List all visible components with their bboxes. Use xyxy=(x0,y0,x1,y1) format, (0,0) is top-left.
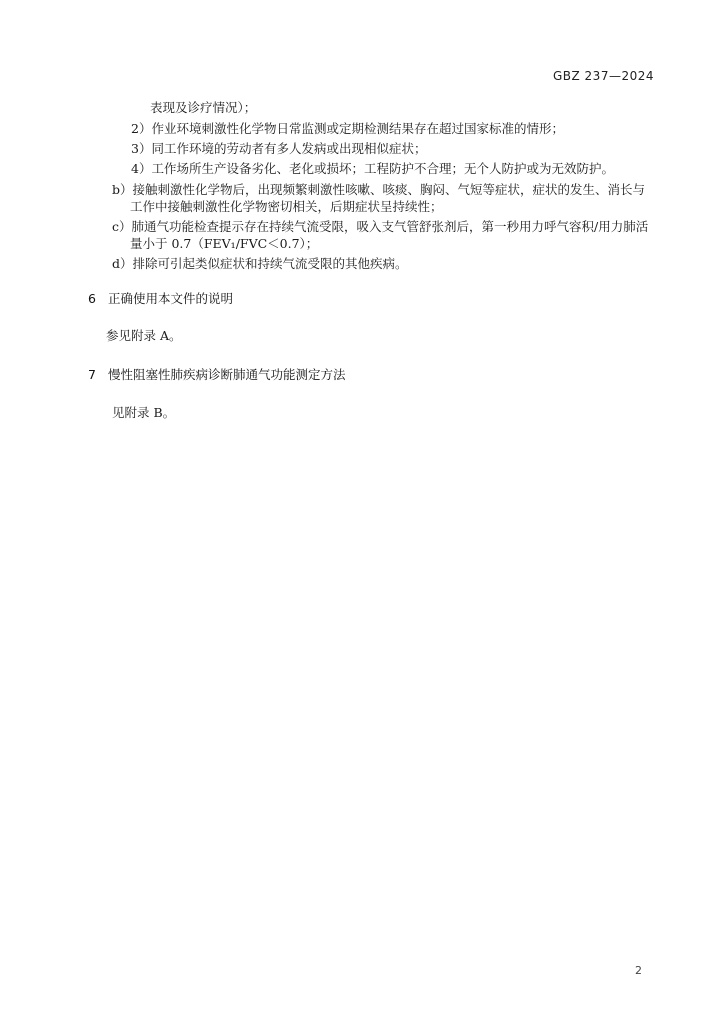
section-7-body: 见附录 B。 xyxy=(112,405,176,420)
section-6-title: 正确使用本文件的说明 xyxy=(108,291,234,306)
section-6-heading xyxy=(88,291,233,307)
page-number: 2 xyxy=(635,964,642,977)
section-7-number: 7 xyxy=(88,367,96,382)
list-item-2: 2）作业环境刺激性化学物日常监测或定期检测结果存在超过国家标准的情形； xyxy=(131,121,564,136)
list-item-c-line2: 量小于 0.7（FEV₁/FVC＜0.7）； xyxy=(130,236,319,251)
list-item-3: 3）同工作环境的劳动者有多人发病或出现相似症状； xyxy=(131,141,427,156)
document-code: GBZ 237—2024 xyxy=(552,69,654,83)
list-item-b-line1: b）接触刺激性化学物后，出现频繁刺激性咳嗽、咳痰、胸闷、气短等症状，症状的发生、消长与 xyxy=(112,182,646,197)
section-7-title: 慢性阻塞性肺疾病诊断肺通气功能测定方法 xyxy=(108,367,346,382)
section-7-heading xyxy=(88,367,346,383)
list-item-d: d）排除可引起类似症状和持续气流受限的其他疾病。 xyxy=(112,256,408,271)
list-item-c-line1: c）肺通气功能检查提示存在持续气流受限，吸入支气管舒张剂后，第一秒用力呼气容积/用力肺活 xyxy=(112,219,649,234)
continued-line: 表现及诊疗情况）； xyxy=(150,100,257,115)
section-6-body: 参见附录 A。 xyxy=(106,328,182,343)
list-item-b-line2: 工作中接触刺激性化学物密切相关，后期症状呈持续性； xyxy=(130,199,443,214)
list-item-4: 4）工作场所生产设备劣化、老化或损坏；工程防护不合理；无个人防护或为无效防护。 xyxy=(131,161,614,176)
section-6-number: 6 xyxy=(88,291,96,306)
